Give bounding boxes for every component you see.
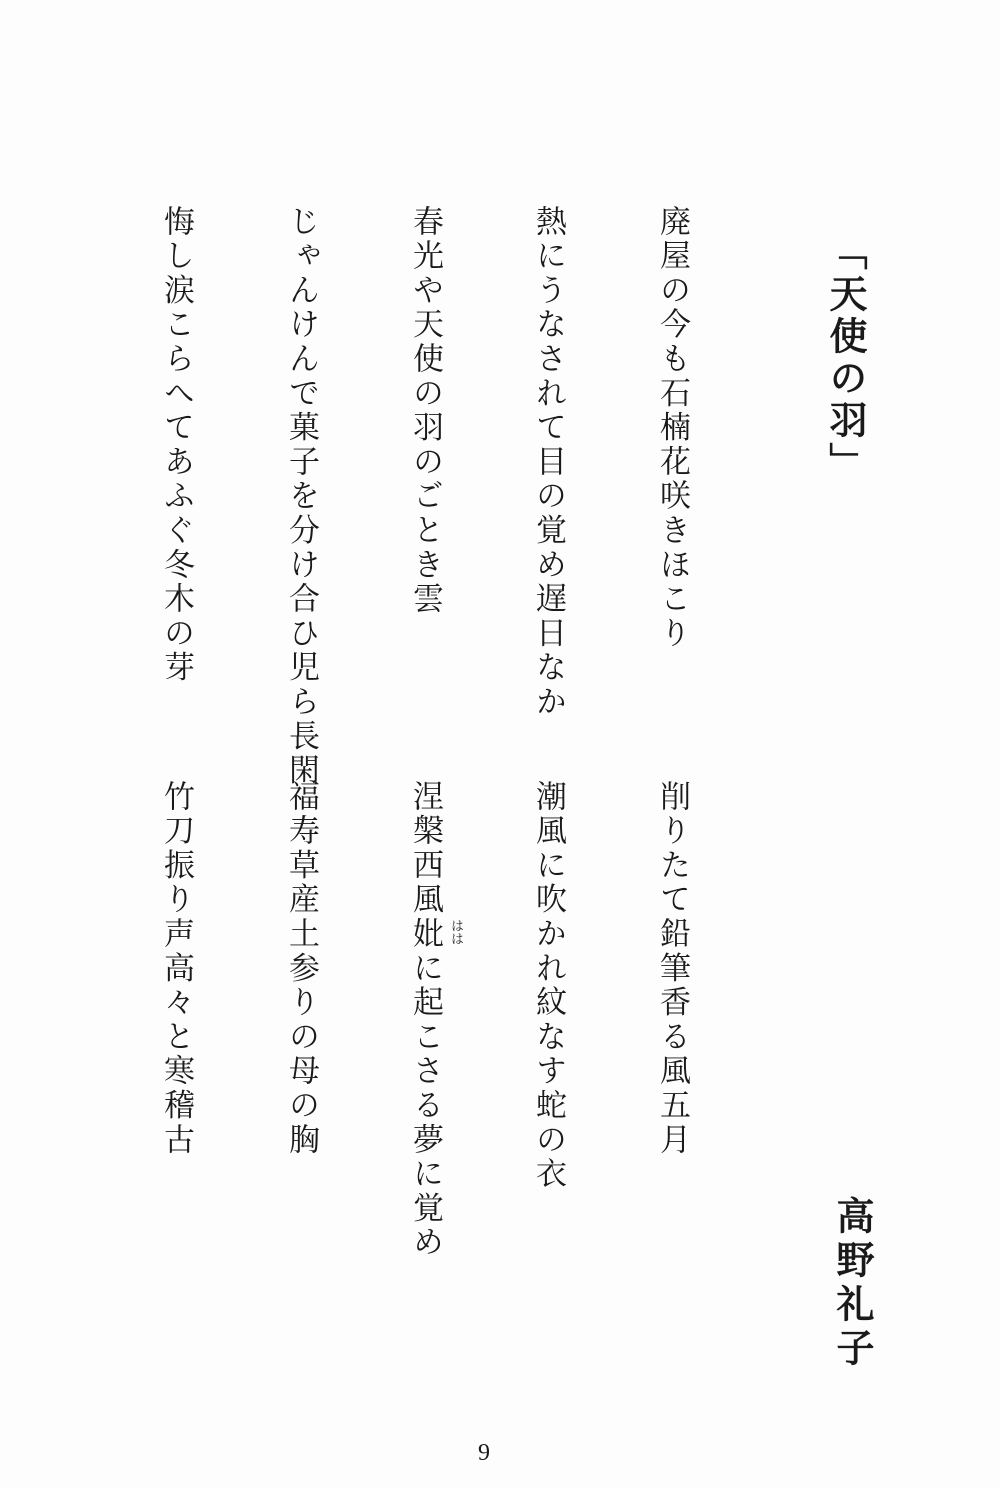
page-number: 9: [478, 1440, 490, 1466]
author-name: 高野礼子: [830, 1196, 875, 1372]
haiku-line: 削りたて鉛筆香る風五月: [654, 780, 690, 1158]
haiku-line: 悔し涙こらへてあふぐ冬木の芽: [158, 205, 194, 686]
haiku-segment: に起こさる夢に覚め: [407, 951, 443, 1261]
haiku-line: 潮風に吹かれ紋なす蛇の衣: [530, 780, 566, 1192]
ruby-reading: はは: [448, 919, 463, 946]
ruby-annotated-char: [407, 917, 463, 952]
haiku-line-with-ruby: [407, 780, 463, 1261]
poem-title: 「天使の羽」: [823, 232, 868, 484]
haiku-line: 熱にうなされて目の覚め遅日なか: [530, 205, 566, 720]
ruby-base: 妣: [407, 917, 443, 952]
haiku-line: 廃屋の今も石楠花咲きほこり: [654, 205, 690, 651]
haiku-line: じゃんけんで菓子を分け合ひ児ら長閑: [283, 205, 319, 789]
haiku-line: 春光や天使の羽のごとき雲: [407, 205, 443, 617]
haiku-line: 竹刀振り声高々と寒稽古: [158, 780, 194, 1158]
haiku-segment: 涅槃西風: [407, 780, 443, 918]
haiku-line: 福寿草産土参りの母の胸: [283, 780, 319, 1158]
